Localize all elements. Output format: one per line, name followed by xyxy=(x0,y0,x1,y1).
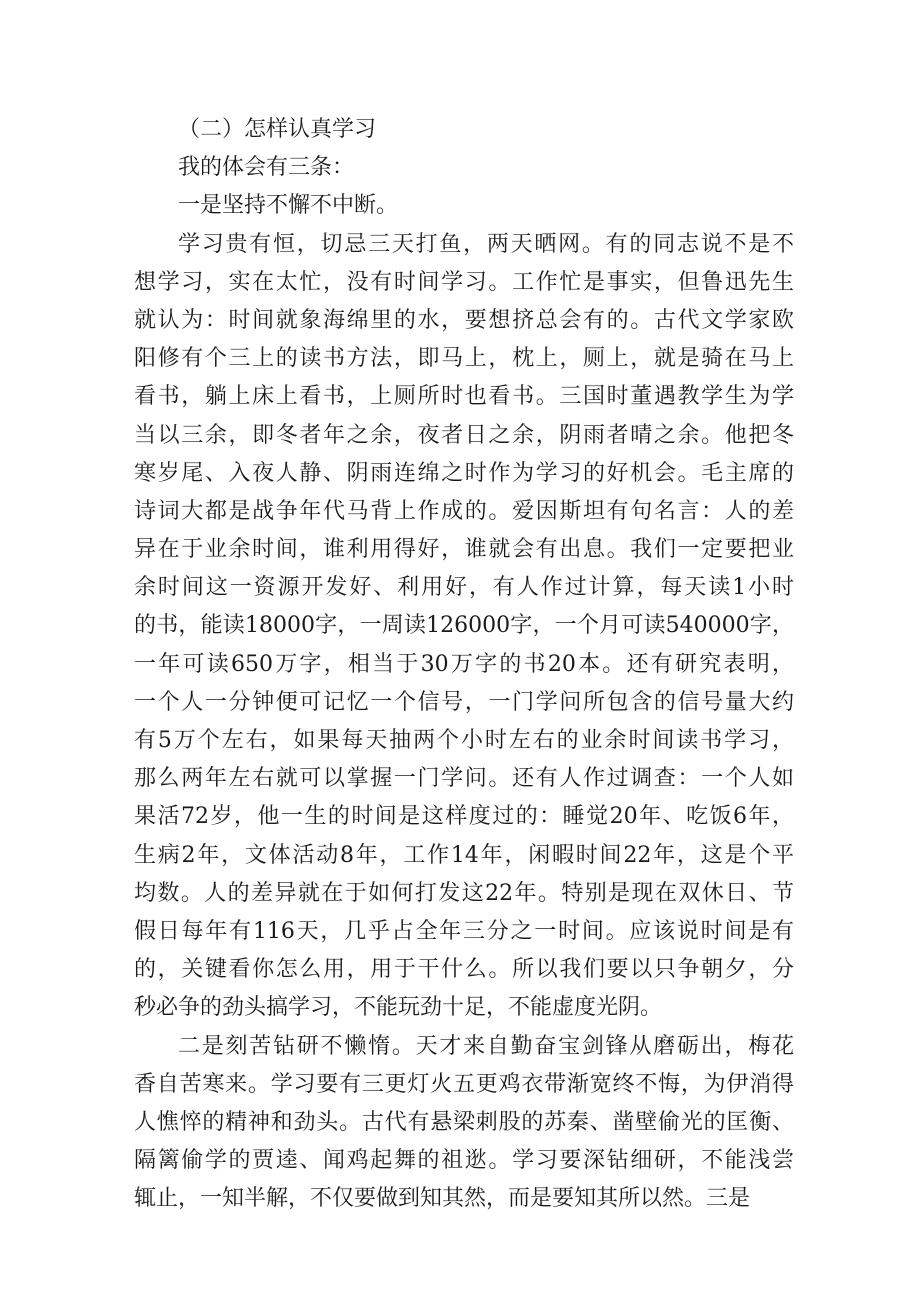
paragraph-one-line: 阳修有个三上的读书方法，即马上，枕上，厕上，就是骑在马上 xyxy=(134,346,794,372)
paragraph-one-line: 异在于业余时间，谁利用得好，谁就会有出息。我们一定要把业 xyxy=(134,537,794,563)
paragraph-one-line: 的，关键看你怎么用，用于干什么。所以我们要以只争朝夕，分 xyxy=(134,957,794,983)
document-body xyxy=(134,111,794,1218)
paragraph-one-line: 一个人一分钟便可记忆一个信号，一门学问所包含的信号量大约 xyxy=(134,689,794,715)
paragraph-two xyxy=(134,1028,794,1219)
paragraph-two-line: 人憔悴的精神和劲头。古代有悬梁刺股的苏秦、凿壁偷光的匡衡、 xyxy=(134,1109,794,1135)
paragraph-one xyxy=(134,226,794,1028)
paragraph-one-line: 诗词大都是战争年代马背上作成的。爱因斯坦有句名言：人的差 xyxy=(134,498,794,524)
paragraph-one-line: 余时间这一资源开发好、利用好，有人作过计算，每天读1小时 xyxy=(134,575,794,601)
paragraph-one-line: 假日每年有116天，几乎占全年三分之一时间。应该说时间是有 xyxy=(134,918,794,944)
paragraph-one-line: 寒岁尾、入夜人静、阴雨连绵之时作为学习的好机会。毛主席的 xyxy=(134,460,794,486)
paragraph-one-line: 有5万个左右，如果每天抽两个小时左右的业余时间读书学习， xyxy=(134,728,794,753)
point-one-title: 一是坚持不懈不中断。 xyxy=(178,193,399,219)
paragraph-one-line: 的书，能读18000字，一周读126000字，一个月可读540000字， xyxy=(134,613,794,639)
paragraph-one-line: 学习贵有恒，切忌三天打鱼，两天晒网。有的同志说不是不 xyxy=(178,231,794,257)
section-heading: （二）怎样认真学习 xyxy=(178,117,377,142)
paragraph-two-line: 二是刻苦钻研不懒惰。天才来自勤奋宝剑锋从磨砺出，梅花 xyxy=(178,1033,794,1059)
paragraph-two-line: 辄止，一知半解，不仅要做到知其然，而是要知其所以然。三是 xyxy=(134,1186,751,1212)
paragraph-one-line: 看书，躺上床上看书，上厕所时也看书。三国时董遇教学生为学 xyxy=(134,384,794,410)
paragraph-one-line: 那么两年左右就可以掌握一门学问。还有人作过调查：一个人如 xyxy=(134,766,794,792)
paragraph-two-line: 香自苦寒来。学习要有三更灯火五更鸡衣带渐宽终不悔，为伊消得 xyxy=(134,1071,794,1097)
paragraph-one-line: 均数。人的差异就在于如何打发这22年。特别是现在双休日、节 xyxy=(134,880,794,906)
paragraph-two-line: 隔篱偷学的贾逵、闻鸡起舞的祖逖。学习要深钻细研，不能浅尝 xyxy=(134,1148,794,1174)
paragraph-one-line: 秒必争的劲头搞学习，不能玩劲十足，不能虚度光阴。 xyxy=(134,995,663,1021)
paragraph-one-line: 果活72岁，他一生的时间是这样度过的：睡觉20年、吃饭6年， xyxy=(134,804,794,830)
paragraph-one-line: 就认为：时间就象海绵里的水，要想挤总会有的。古代文学家欧 xyxy=(134,307,794,333)
paragraph-one-line: 想学习，实在太忙，没有时间学习。工作忙是事实，但鲁迅先生 xyxy=(134,269,794,295)
intro-line: 我的体会有三条： xyxy=(178,155,355,181)
paragraph-one-line: 一年可读650万字，相当于30万字的书20本。还有研究表明， xyxy=(134,651,794,677)
paragraph-one-line: 生病2年，文体活动8年，工作14年，闲暇时间22年，这是个平 xyxy=(134,842,794,868)
paragraph-one-line: 当以三余，即冬者年之余，夜者日之余，阴雨者晴之余。他把冬 xyxy=(134,422,794,448)
